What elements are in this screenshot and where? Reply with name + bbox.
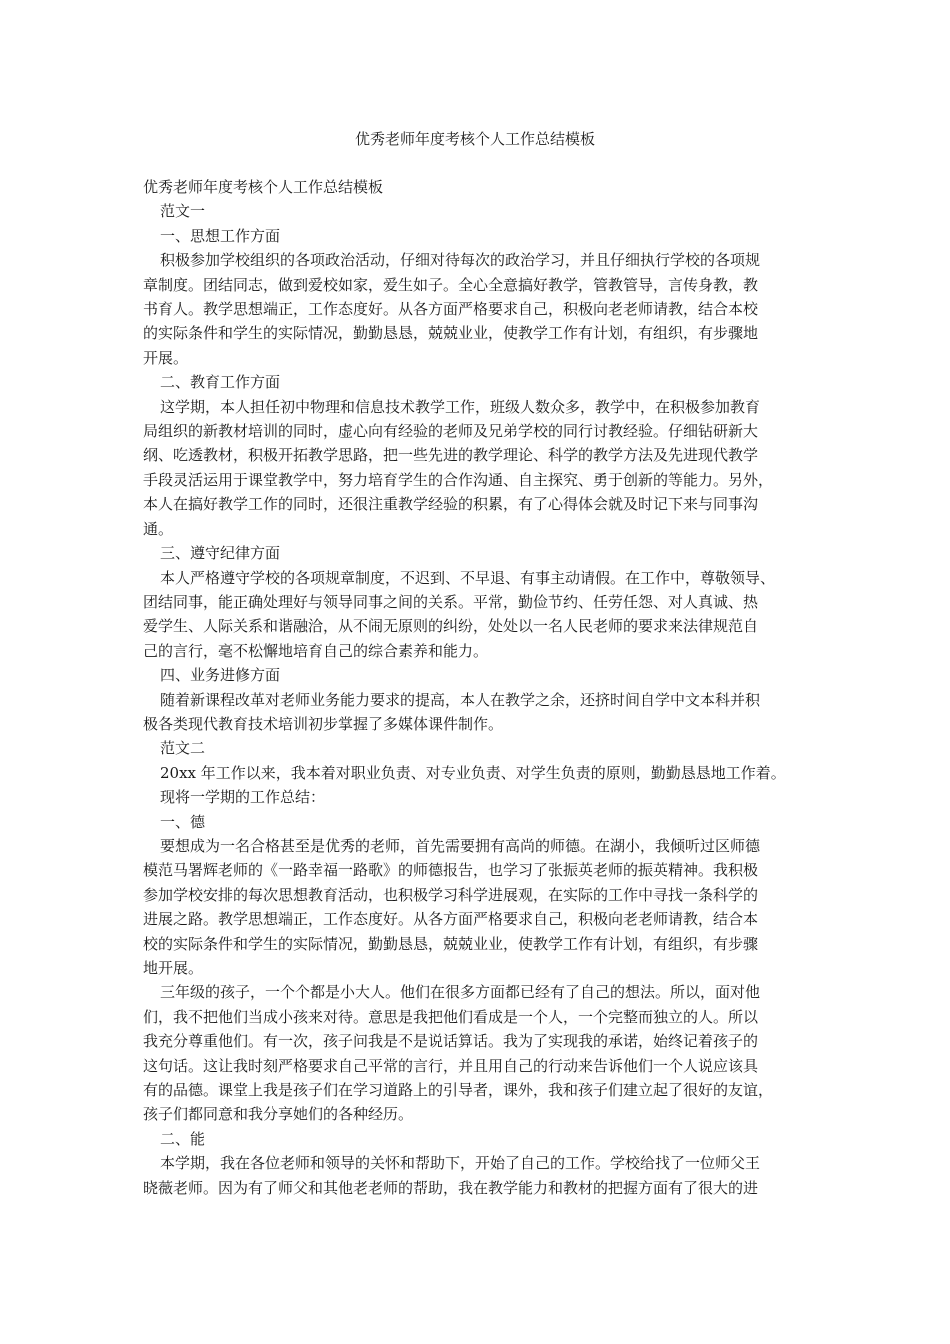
text-line: 己的言行，毫不松懈地培育自己的综合素养和能力。 <box>143 641 489 660</box>
text-line: 三、遵守纪律方面 <box>160 544 281 563</box>
text-line: 范文一 <box>160 202 206 221</box>
text-line: 书育人。教学思想端正，工作态度好。从各方面严格要求自己，积极向老老师请教，结合本校 <box>143 300 759 319</box>
text-line: 本学期，我在各位老师和领导的关怀和帮助下，开始了自己的工作。学校给找了一位师父王 <box>160 1154 761 1173</box>
text-line: 积极参加学校组织的各项政治活动，仔细对待每次的政治学习，并且仔细执行学校的各项规 <box>160 251 761 270</box>
text-line: 局组织的新教材培训的同时，虚心向有经验的老师及兄弟学校的同行讨教经验。仔细钻研新大 <box>143 422 759 441</box>
text-line: 们，我不把他们当成小孩来对待。意思是我把他们看成是一个人，一个完整而独立的人。所以 <box>143 1007 759 1026</box>
text-line: 孩子们都同意和我分享她们的各种经历。 <box>143 1105 414 1124</box>
text-line: 优秀老师年度考核个人工作总结模板 <box>143 178 384 196</box>
text-line: 爱学生、人际关系和谐融洽，从不闹无原则的纠纷，处处以一名人民老师的要求来法律规范自 <box>143 617 759 636</box>
text-line: 进展之路。教学思想端正，工作态度好。从各方面严格要求自己，积极向老老师请教，结合本 <box>143 910 759 929</box>
text-line: 纲、吃透教材，积极开拓教学思路，把一些先进的教学理论、科学的教学方法及先进现代教学 <box>143 446 759 465</box>
text-line: 模范马署辉老师的《一路幸福一路歌》的师德报告，也学习了张振英老师的振英精神。我积极 <box>143 861 759 880</box>
document-title: 优秀老师年度考核个人工作总结模板 <box>354 130 595 148</box>
text-line: 本人在搞好教学工作的同时，还很注重教学经验的积累，有了心得体会就及时记下来与同事沟 <box>143 495 759 514</box>
text-line: 章制度。团结同志，做到爱校如家，爱生如子。全心全意搞好教学，管教管导，言传身教，教 <box>143 275 759 294</box>
text-line: 一、思想工作方面 <box>160 226 281 245</box>
text-line: 一、德 <box>160 812 206 831</box>
text-line: 通。 <box>143 519 174 538</box>
text-line: 要想成为一名合格甚至是优秀的老师，首先需要拥有高尚的师德。在湖小，我倾听过区师德 <box>160 836 761 855</box>
text-line: 极各类现代教育技术培训初步掌握了多媒体课件制作。 <box>143 714 504 733</box>
text-line: 晓薇老师。因为有了师父和其他老老师的帮助，我在教学能力和教材的把握方面有了很大的进 <box>143 1178 759 1197</box>
text-line: 地开展。 <box>143 959 204 977</box>
text-line: 参加学校安排的每次思想教育活动，也积极学习科学进展观，在实际的工作中寻找一条科学的 <box>143 885 759 904</box>
text-line: 开展。 <box>143 348 189 367</box>
text-line: 校的实际条件和学生的实际情况，勤勤恳恳，兢兢业业，使教学工作有计划，有组织，有步骤 <box>143 934 759 953</box>
text-line: 这句话。这让我时刻严格要求自己平常的言行，并且用自己的行动来告诉他们一个人说应该具 <box>143 1056 759 1075</box>
document-body <box>143 175 815 1200</box>
text-line: 四、业务进修方面 <box>160 666 281 685</box>
text-line: 本人严格遵守学校的各项规章制度，不迟到、不早退、有事主动请假。在工作中，尊敬领导、 <box>160 568 776 587</box>
text-line: 手段灵活运用于课堂教学中，努力培育学生的合作沟通、自主探究、勇于创新的等能力。另外， <box>143 470 774 489</box>
text-line: 二、能 <box>160 1129 206 1148</box>
text-line: 20xx 年工作以来，我本着对职业负责、对专业负责、对学生负责的原则，勤勤恳恳地工作着。 <box>160 763 786 782</box>
text-line: 三年级的孩子，一个个都是小大人。他们在很多方面都已经有了自己的想法。所以，面对他 <box>160 983 761 1002</box>
text-line: 随着新课程改革对老师业务能力要求的提高，本人在教学之余，还挤时间自学中文本科并积 <box>160 690 761 709</box>
text-line: 这学期，本人担任初中物理和信息技术教学工作，班级人数众多，教学中，在积极参加教育 <box>160 397 761 416</box>
text-line: 团结同事，能正确处理好与领导同事之间的关系。平常，勤俭节约、任劳任怨、对人真诚、热 <box>143 592 759 611</box>
text-line: 二、教育工作方面 <box>160 373 281 392</box>
text-line: 我充分尊重他们。有一次，孩子问我是不是说话算话。我为了实现我的承诺，始终记着孩子的 <box>143 1032 759 1051</box>
text-line: 的实际条件和学生的实际情况，勤勤恳恳，兢兢业业，使教学工作有计划，有组织，有步骤地 <box>143 324 759 343</box>
text-line: 有的品德。课堂上我是孩子们在学习道路上的引导者，课外，我和孩子们建立起了很好的友谊， <box>143 1081 774 1100</box>
text-line: 范文二 <box>160 739 206 758</box>
text-line: 现将一学期的工作总结： <box>160 788 326 807</box>
